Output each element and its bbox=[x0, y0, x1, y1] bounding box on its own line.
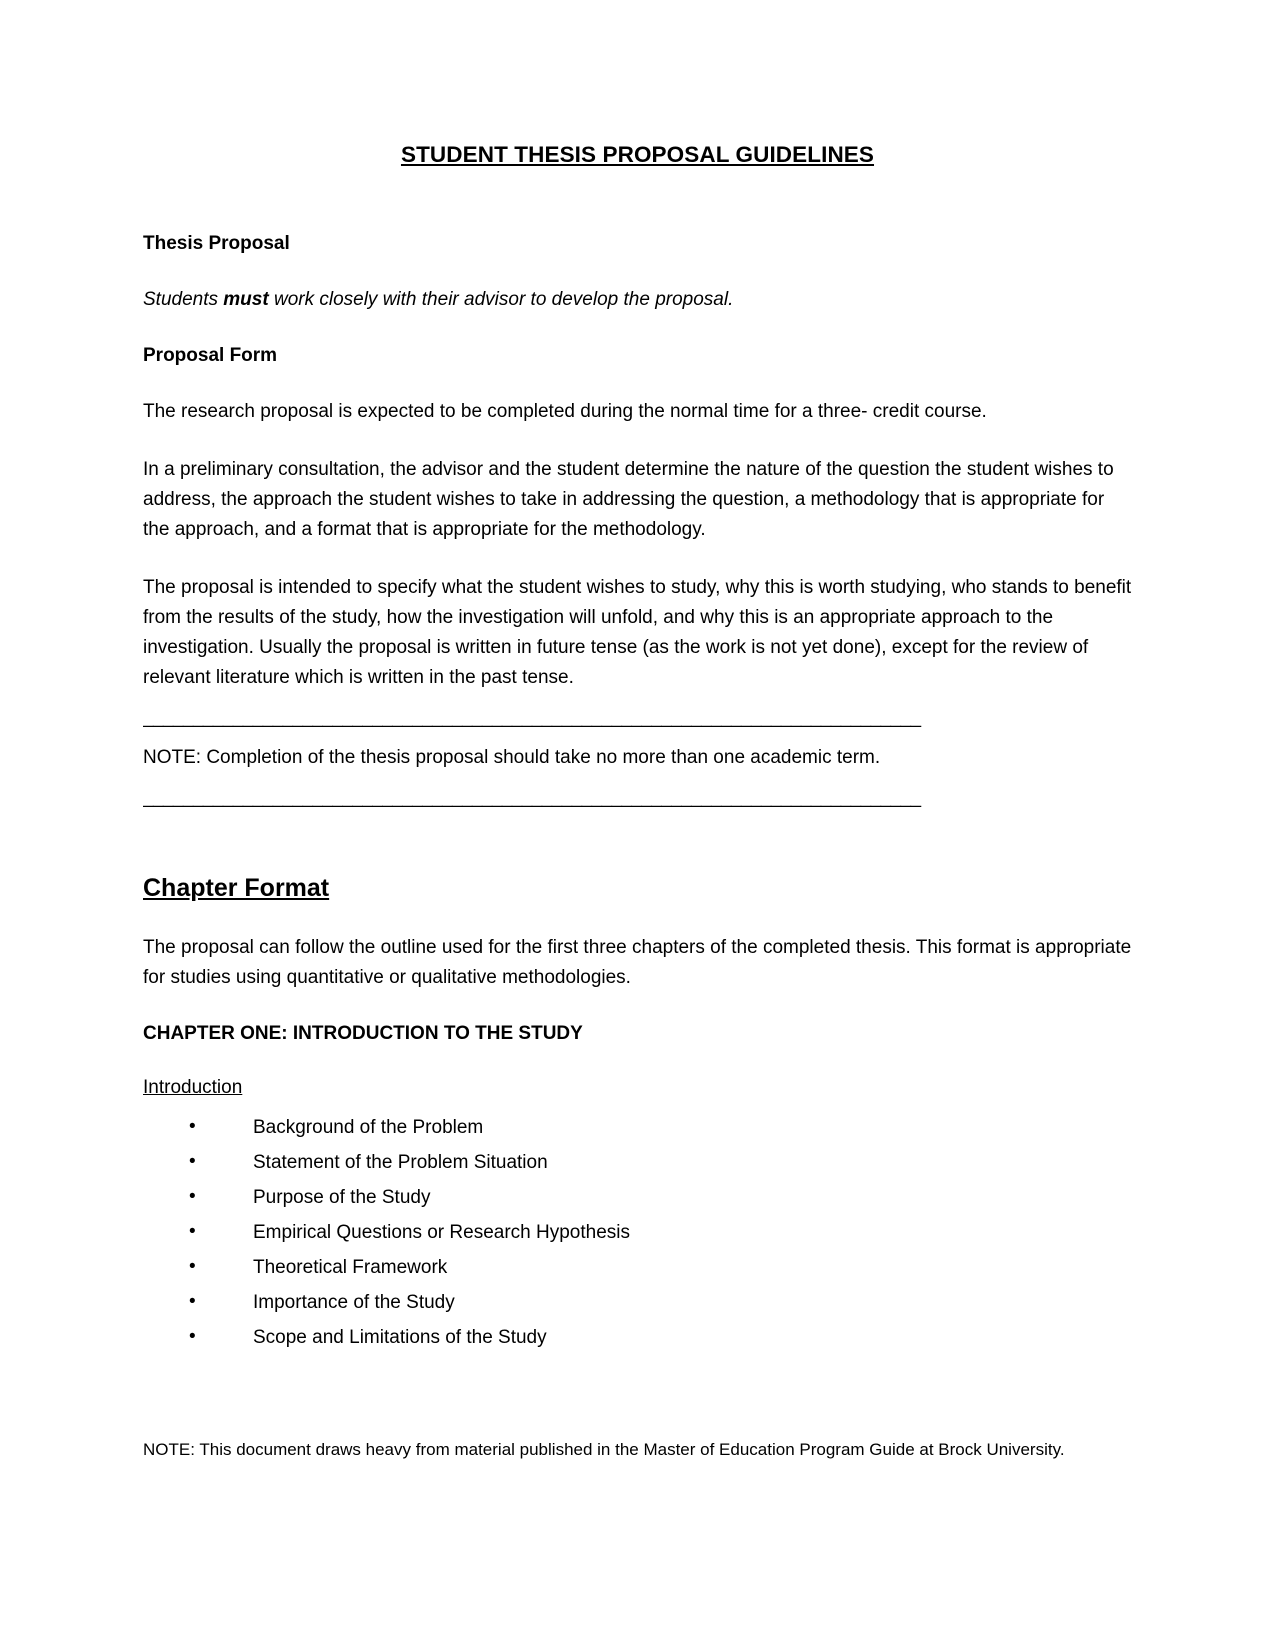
spacer bbox=[143, 993, 1132, 1021]
spacer bbox=[143, 693, 1132, 707]
advisor-note-prefix: Students bbox=[143, 288, 224, 310]
page-title: STUDENT THESIS PROPOSAL GUIDELINES bbox=[400, 142, 875, 167]
bullet-icon: • bbox=[189, 1256, 196, 1277]
horizontal-rule-bottom: ______________________________________________________________________________ bbox=[143, 787, 921, 809]
advisor-note-suffix: work closely with their advisor to develop the proposal. bbox=[268, 288, 734, 310]
bullet-icon: • bbox=[189, 1221, 196, 1242]
bullet-icon: • bbox=[189, 1291, 196, 1312]
paragraph-chapter-format: The proposal can follow the outline used for the first three chapters of the completed thesis. This format is appropriate for studies using quantitative or qualitative methodologies. bbox=[143, 936, 1132, 988]
advisor-note bbox=[143, 285, 1132, 315]
bullet-icon: • bbox=[189, 1116, 196, 1137]
list-item-label: Statement of the Problem Situation bbox=[253, 1152, 548, 1173]
heading-chapter-one: CHAPTER ONE: INTRODUCTION TO THE STUDY bbox=[143, 1022, 583, 1044]
list-item bbox=[189, 1153, 1132, 1188]
spacer bbox=[143, 369, 1132, 397]
advisor-note-emphasis: must bbox=[223, 288, 269, 310]
list-item-label: Scope and Limitations of the Study bbox=[253, 1327, 547, 1348]
list-item-label: Purpose of the Study bbox=[253, 1187, 431, 1208]
note-academic-term: NOTE: Completion of the thesis proposal should take no more than one academic term. bbox=[143, 747, 881, 769]
spacer bbox=[143, 905, 1132, 933]
heading-chapter-format: Chapter Format bbox=[143, 874, 330, 903]
spacer bbox=[143, 427, 1132, 455]
paragraph-preliminary-consultation: In a preliminary consultation, the advisor and the student determine the nature of the question the student wishes to address, the approach the student wishes to take in addressing the question, a methodology that is appropriate for the approach, and a format that is appropriate for the methodology. bbox=[143, 458, 1114, 540]
list-item-label: Theoretical Framework bbox=[253, 1257, 448, 1278]
bullet-icon: • bbox=[189, 1326, 196, 1347]
spacer bbox=[143, 729, 1132, 743]
spacer bbox=[143, 257, 1132, 285]
list-item bbox=[189, 1188, 1132, 1223]
introduction-bullet-list bbox=[143, 1118, 1132, 1363]
spacer bbox=[143, 1047, 1132, 1075]
list-item bbox=[189, 1328, 1132, 1363]
list-item bbox=[189, 1118, 1132, 1153]
heading-proposal-form: Proposal Form bbox=[143, 344, 278, 366]
spacer bbox=[143, 545, 1132, 573]
list-item-label: Background of the Problem bbox=[253, 1117, 484, 1138]
list-item-label: Empirical Questions or Research Hypothesis bbox=[253, 1222, 630, 1243]
heading-thesis-proposal: Thesis Proposal bbox=[143, 233, 290, 255]
list-item bbox=[189, 1293, 1132, 1328]
horizontal-rule-top: ______________________________________________________________________________ bbox=[143, 706, 921, 728]
footnote-block bbox=[143, 1437, 1132, 1463]
list-item bbox=[189, 1223, 1132, 1258]
spacer bbox=[143, 773, 1132, 787]
footnote-text: NOTE: This document draws heavy from material published in the Master of Education Program Guide at Brock University. bbox=[143, 1440, 1065, 1459]
spacer bbox=[143, 169, 1132, 231]
paragraph-research-proposal-timing: The research proposal is expected to be completed during the normal time for a three- credit course. bbox=[143, 400, 987, 422]
list-item bbox=[189, 1258, 1132, 1293]
spacer bbox=[143, 810, 1132, 872]
bullet-icon: • bbox=[189, 1151, 196, 1172]
subheading-introduction: Introduction bbox=[143, 1077, 243, 1099]
bullet-icon: • bbox=[189, 1186, 196, 1207]
paragraph-proposal-intent: The proposal is intended to specify what the student wishes to study, why this is worth studying, who stands to benefit from the results of the study, how the investigation will unfold, and why this is an appropriate approach to the investigation. Usually the proposal is written in future tense (as the work is not yet done), except for the review of relevant literature which is written in the past tense. bbox=[143, 576, 1132, 688]
list-item-label: Importance of the Study bbox=[253, 1292, 455, 1313]
spacer bbox=[143, 315, 1132, 343]
